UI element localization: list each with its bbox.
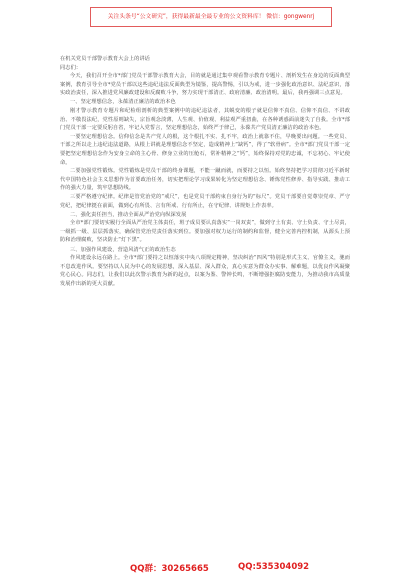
promo-banner: 关注头条号“公文研究”，获得最新最全最专业的公文资料库！ 微信：gongwenrj (90, 7, 332, 27)
paragraph: 今天，我们召开全市*部门党员干部警示教育大会，目的就是通过集中观看警示教育专题片、剖析发生在身边的反面典型案例，教育引导全市*党员干部以这些违纪违法反面典型为镜鉴，提高警惕，引以为戒，进一步强化政治意识、法纪意识，落实政治责任，深入推进党风廉政建设和反腐败斗争，努力实现干部清正、政府清廉、政治清明。最后，我再强调三点意见。 (60, 73, 350, 97)
qq-group-label: QQ群：30265665 (130, 564, 209, 574)
document-title: 在机关党员干部警示教育大会上的讲话 (60, 56, 150, 62)
paragraph: 三要严格遵守纪律。纪律是管党治党的“戒尺”，也是党员干部约束自身行为的“标尺”。党员干部要自觉尊崇党章、严守党纪，把纪律挺在前面，做到心有所畏、言有所戒、行有所止，在守纪律、讲规矩上作表率。 (60, 194, 350, 209)
section-heading: 三、加强作风建设，营造风清气正的政治生态 (70, 246, 176, 253)
paragraph: 二要加强党性锻炼。党性锻炼是党员干部的终身课题，不能一蹴而就，而要持之以恒。始终坚持把学习贯彻习近平新时代中国特色社会主义思想作为首要政治任务，切实把理论学习成果转化为坚定理想信念、锤炼党性修养、指导实践、推动工作的强大力量，筑牢思想防线。 (60, 168, 350, 192)
paragraph: 全市*部门要切实履行全面从严治党主体责任，班子成员要认真落实“一岗双责”，做到守土有责、守土负责、守土尽责，一级抓一级、层层抓落实，确保管党治党责任落实到位。要加强对权力运行的制约和监督，健全完善内控机制，从源头上预防和治理腐败，坚决防止“灯下黑”。 (60, 220, 350, 244)
paragraph: 刚才警示教育专题片和纪检组剖析的典型案例中的违纪违法者，其蜕变的根子就是信仰不真信、信仰不真信、不讲政治、不敬畏法纪，党性原则缺失，宗旨观念淡薄，人生观、价值观、利益观严重扭曲，在各种诱惑面前迷失了自我。全市*部门党员干部一定要反躬自省，牢记入党誓言，坚定理想信念，始终严于律己，永葆共产党员清正廉洁的政治本色。 (60, 108, 350, 132)
section-heading: 一、坚定理想信念，永葆清正廉洁的政治本色 (70, 99, 176, 106)
paragraph: 作风建设永远在路上。全市*部门要持之以恒落实中央八项规定精神，坚决纠治“四风”特别是形式主义、官僚主义，驰而不息改进作风。要坚持以人民为中心的发展思想，深入基层、深入群众，真心实意为群众办实事、解难题，以优良作风凝聚党心民心。同志们，让我们以此次警示教育为新的起点，以案为鉴、警钟长鸣，不断增强拒腐防变能力，为推动我市高质量发展作出新的更大贡献。 (60, 255, 350, 287)
section-heading: 二、强化责任担当，推动全面从严治党向纵深发展 (70, 211, 187, 218)
paragraph: 一要坚定理想信念。信仰信念是共产党人的根，这个根扎不实、扎不牢，政治上就靠不住，早晚要出问题。一些党员、干部之所以走上违纪违法道路，从根上讲就是理想信念不坚定，造成精神上“缺钙”，得了“软骨病”。全市*部门党员干部一定要把坚定理想信念作为安身立命的主心骨、修身立业的压舱石，常补精神之“钙”，始终保持对党的忠诚，不忘初心、牢记使命。 (60, 133, 350, 166)
document-body (60, 55, 350, 289)
document-salutation: 同志们： (60, 64, 82, 71)
qq-number-label: QQ:535304092 (238, 562, 310, 572)
footer (0, 562, 408, 574)
